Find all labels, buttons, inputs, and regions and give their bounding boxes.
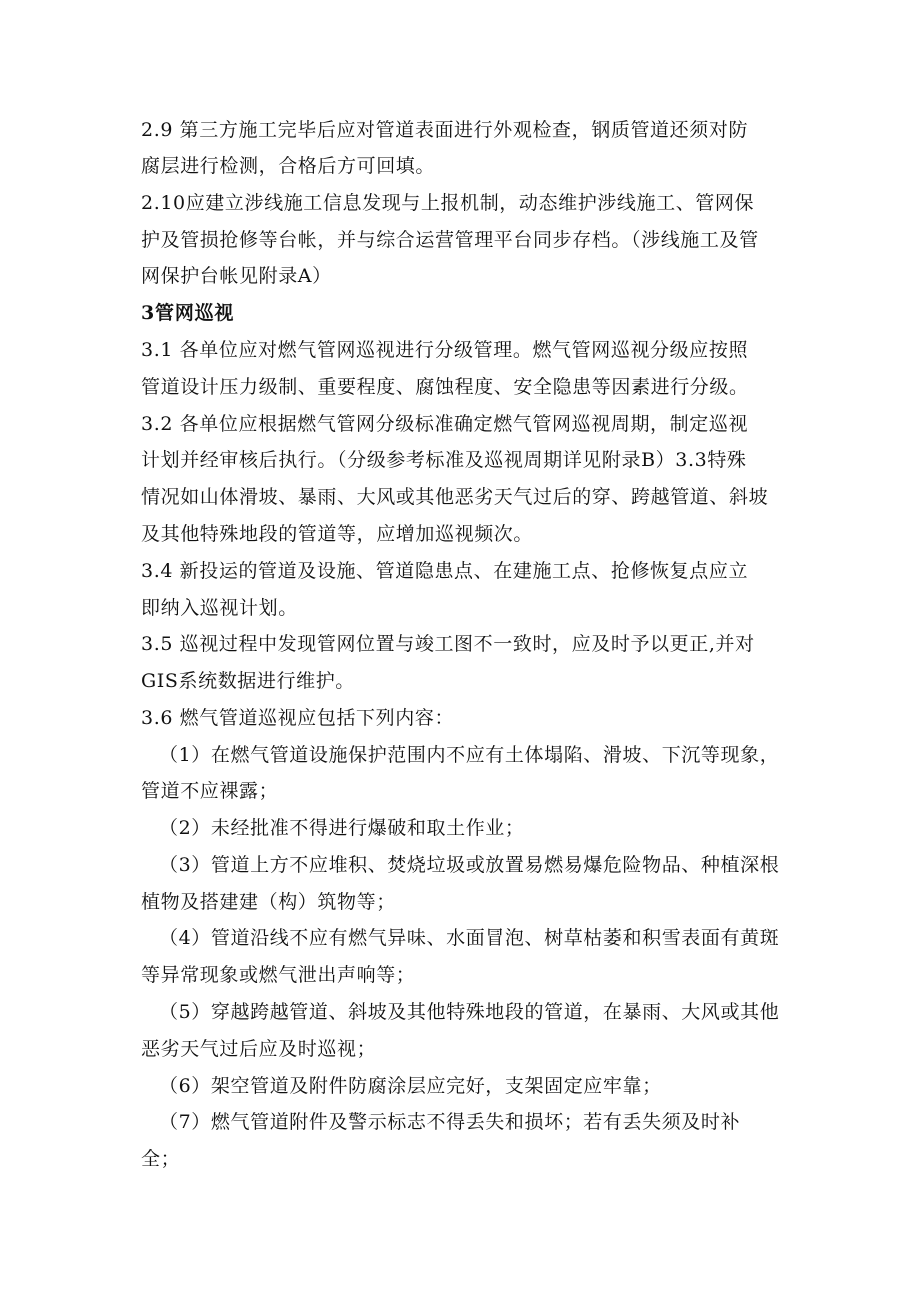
text-line: 网保护台帐见附录A）: [141, 265, 332, 287]
text-line: 腐层进行检测，合格后方可回填。: [141, 155, 436, 177]
list-item-line: （2）未经批准不得进行爆破和取土作业；: [159, 817, 525, 839]
list-item-line: （3）管道上方不应堆积、焚烧垃圾或放置易燃易爆危险物品、种植深根: [159, 854, 780, 876]
text-line: 3.2 各单位应根据燃气管网分级标准确定燃气管网巡视周期，制定巡视: [141, 413, 749, 435]
text-line: GIS系统数据进行维护。: [141, 670, 355, 692]
text-line: 全；: [141, 1148, 181, 1170]
text-line: 3.4 新投运的管道及设施、管道隐患点、在建施工点、抢修恢复点应立: [141, 560, 749, 582]
list-item-line: （5）穿越跨越管道、斜坡及其他特殊地段的管道，在暴雨、大风或其他: [159, 1001, 780, 1023]
list-item-line: （6）架空管道及附件防腐涂层应完好，支架固定应牢靠；: [159, 1075, 662, 1097]
text-line: 管道设计压力级制、重要程度、腐蚀程度、安全隐患等因素进行分级。: [141, 376, 749, 398]
text-line: 即纳入巡视计划。: [141, 597, 298, 619]
section-heading: 3管网巡视: [141, 302, 235, 324]
text-line: 等异常现象或燃气泄出声响等；: [141, 964, 416, 986]
list-item-line: （4）管道沿线不应有燃气异味、水面冒泡、树草枯萎和积雪表面有黄斑: [159, 927, 780, 949]
text-line: 2.10应建立涉线施工信息发现与上报机制，动态维护涉线施工、管网保: [141, 192, 755, 214]
list-item-line: （7）燃气管道附件及警示标志不得丢失和损坏；若有丢失须及时补: [159, 1111, 741, 1133]
text-line: 3.5 巡视过程中发现管网位置与竣工图不一致时，应及时予以更正,并对: [141, 633, 755, 655]
text-line: 2.9 第三方施工完毕后应对管道表面进行外观检查，钢质管道还须对防: [141, 119, 749, 141]
text-line: 3.6 燃气管道巡视应包括下列内容：: [141, 707, 455, 729]
text-line: 植物及搭建建（构）筑物等；: [141, 891, 396, 913]
text-line: 管道不应裸露；: [141, 780, 279, 802]
text-line: 及其他特殊地段的管道等，应增加巡视频次。: [141, 523, 534, 545]
text-line: 计划并经审核后执行。（分级参考标准及巡视周期详见附录B）3.3特殊: [141, 449, 747, 471]
text-line: 恶劣天气过后应及时巡视；: [141, 1038, 377, 1060]
text-line: 3.1 各单位应对燃气管网巡视进行分级管理。燃气管网巡视分级应按照: [141, 339, 749, 361]
text-line: 护及管损抢修等台帐，并与综合运营管理平台同步存档。（涉线施工及管: [141, 229, 759, 251]
text-line: 情况如山体滑坡、暴雨、大风或其他恶劣天气过后的穿、跨越管道、斜坡: [141, 486, 769, 508]
list-item-line: （1）在燃气管道设施保护范围内不应有土体塌陷、滑坡、下沉等现象，: [159, 744, 780, 766]
